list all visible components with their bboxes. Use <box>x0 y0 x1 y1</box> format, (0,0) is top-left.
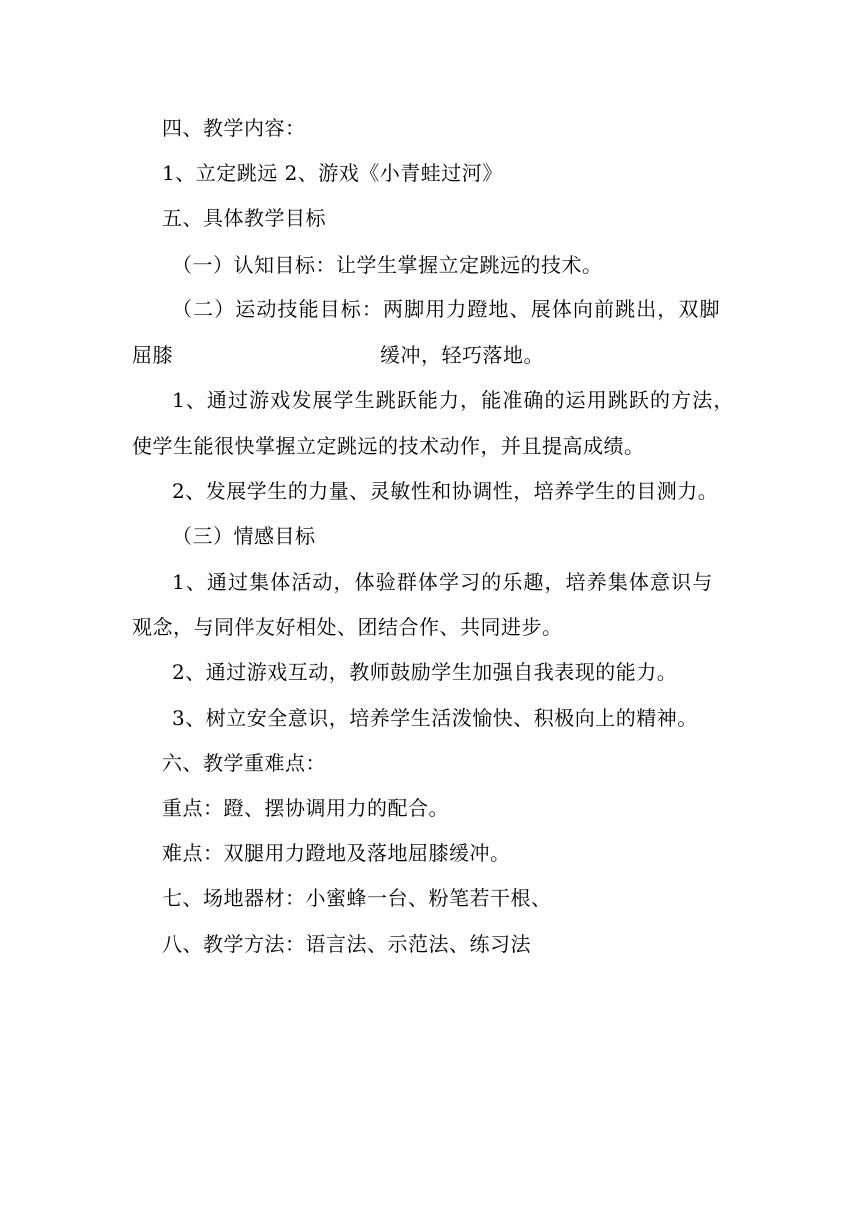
affective-point-2: 2、通过游戏互动，教师鼓励学生加强自我表现的能力。 <box>172 660 678 684</box>
key-point: 重点：蹬、摆协调用力的配合。 <box>162 796 449 820</box>
affective-point-1: 1、通过集体活动，体验群体学习的乐趣，培养集体意识与 <box>172 570 714 594</box>
section-heading-key-points: 六、教学重难点： <box>162 751 326 775</box>
section-venue-equipment: 七、场地器材：小蜜蜂一台、粉笔若干根、 <box>162 886 552 910</box>
affective-point-1-cont: 观念，与同伴友好相处、团结合作、共同进步。 <box>132 615 563 639</box>
section-teaching-methods: 八、教学方法：语言法、示范法、练习法 <box>162 932 531 956</box>
difficult-point: 难点：双腿用力蹬地及落地屈膝缓冲。 <box>162 841 511 865</box>
skill-point-2: 2、发展学生的力量、灵敏性和协调性，培养学生的目测力。 <box>172 479 719 503</box>
section-heading-objectives: 五、具体教学目标 <box>162 206 326 230</box>
cognitive-objective: （一）认知目标：让学生掌握立定跳远的技术。 <box>172 253 603 277</box>
section-heading-teaching-content: 四、教学内容： <box>162 116 306 140</box>
section-heading-affective: （三）情感目标 <box>172 524 316 548</box>
affective-point-3: 3、树立安全意识，培养学生活泼愉快、积极向上的精神。 <box>172 706 698 730</box>
motor-skill-objective-cont-b: 缓冲，轻巧落地。 <box>380 343 544 367</box>
content-items: 1、立定跳远 2、游戏《小青蛙过河》 <box>162 161 503 185</box>
motor-skill-objective: （二）运动技能目标：两脚用力蹬地、展体向前跳出，双脚 <box>172 297 721 321</box>
motor-skill-objective-cont-a: 屈膝 <box>132 343 173 367</box>
skill-point-1-cont: 使学生能很快掌握立定跳远的技术动作，并且提高成绩。 <box>132 434 645 458</box>
skill-point-1: 1、通过游戏发展学生跳跃能力，能准确的运用跳跃的方法， <box>172 388 735 412</box>
